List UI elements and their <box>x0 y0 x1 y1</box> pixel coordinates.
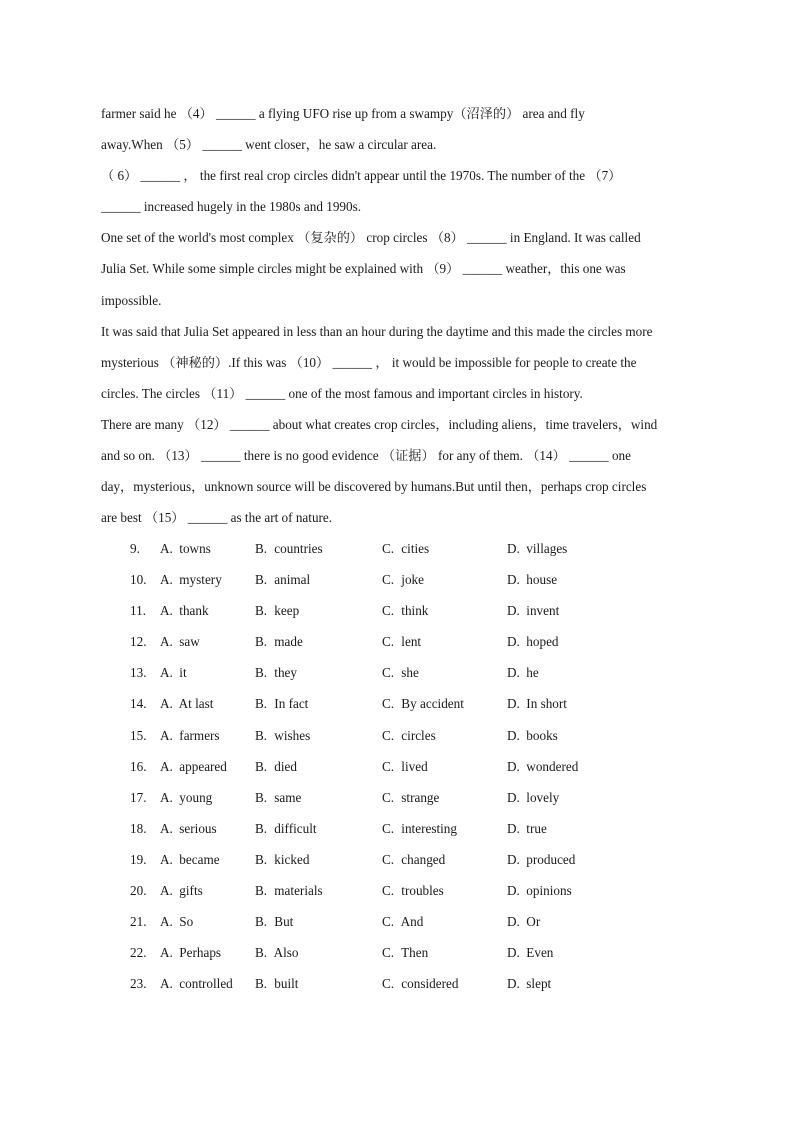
option-text: farmers <box>179 727 220 743</box>
question-number: 12. <box>130 634 147 650</box>
option-text: animal <box>274 572 311 588</box>
option-a <box>160 906 193 937</box>
option-letter: B. <box>255 976 268 992</box>
option-c <box>382 688 464 719</box>
option-letter: A. <box>160 914 173 930</box>
passage-line: farmer said he （4） ______ a flying UFO rise up from a swampy（沼泽的） area and fly <box>101 106 585 121</box>
option-text: But <box>274 914 294 930</box>
option-a <box>160 968 233 999</box>
option-d <box>507 626 559 657</box>
question-row <box>130 533 690 564</box>
option-letter: D. <box>507 572 520 588</box>
passage-line: away.When （5） ______ went closer，he saw a circular area. <box>101 137 437 153</box>
option-text: interesting <box>401 820 457 836</box>
question-number: 15. <box>130 727 147 743</box>
option-text: think <box>401 603 429 619</box>
option-text: strange <box>401 789 440 805</box>
option-b <box>255 720 310 751</box>
question-row <box>130 564 690 595</box>
passage-line: There are many （12） ______ about what creates crop circles，including aliens，time travelers，wind <box>101 416 658 432</box>
question-number: 9. <box>130 541 140 556</box>
option-d <box>507 937 553 968</box>
option-c <box>382 720 436 751</box>
option-b <box>255 751 297 782</box>
option-text: In fact <box>274 696 309 712</box>
option-a <box>160 626 200 657</box>
option-d <box>507 595 559 626</box>
passage-line: impossible. <box>101 292 162 308</box>
option-letter: D. <box>507 634 520 650</box>
question-number: 18. <box>130 820 147 836</box>
option-letter: C. <box>382 789 395 805</box>
option-text: books <box>526 727 558 743</box>
passage-line: day，mysterious，unknown source will be discovered by humans.But until then，perhaps crop circles <box>101 479 647 495</box>
option-text: it <box>179 665 187 681</box>
option-text: invent <box>526 603 560 619</box>
option-letter: B. <box>255 727 268 743</box>
option-b <box>255 968 298 999</box>
option-letter: B. <box>255 914 268 930</box>
question-row <box>130 968 690 999</box>
option-text: Even <box>526 945 554 961</box>
option-text: built <box>274 976 299 992</box>
option-a <box>160 595 209 626</box>
option-letter: B. <box>255 789 268 805</box>
option-a <box>160 720 220 751</box>
option-d <box>507 875 572 906</box>
question-number: 23. <box>130 976 147 992</box>
option-letter: A. <box>160 572 173 588</box>
option-b <box>255 813 317 844</box>
passage-line: are best （15） ______ as the art of nature. <box>101 510 333 526</box>
option-text: keep <box>274 603 300 619</box>
option-c <box>382 626 421 657</box>
option-letter: A. <box>160 727 173 743</box>
option-d <box>507 688 567 719</box>
option-letter: A. <box>160 696 173 712</box>
option-text: young <box>179 789 213 805</box>
option-text: serious <box>179 820 217 836</box>
option-b <box>255 937 299 968</box>
option-b <box>255 875 323 906</box>
question-number: 11. <box>130 603 146 619</box>
option-text: she <box>401 665 419 681</box>
option-text: controlled <box>179 976 233 992</box>
option-letter: D. <box>507 789 520 805</box>
option-b <box>255 533 323 564</box>
option-c <box>382 844 445 875</box>
question-number: 17. <box>130 789 147 805</box>
cloze-passage <box>101 98 701 533</box>
option-text: became <box>179 851 220 867</box>
option-text: kicked <box>274 851 310 867</box>
option-letter: A. <box>160 820 173 836</box>
question-number: 13. <box>130 665 147 681</box>
question-row <box>130 844 690 875</box>
option-letter: C. <box>382 976 395 992</box>
question-number: 16. <box>130 758 147 774</box>
option-text: Also <box>273 945 299 961</box>
option-b <box>255 906 293 937</box>
option-letter: C. <box>382 758 395 774</box>
option-d <box>507 906 540 937</box>
option-text: saw <box>179 634 200 650</box>
option-b <box>255 564 310 595</box>
option-d <box>507 813 547 844</box>
option-letter: D. <box>507 976 520 992</box>
answer-options-list <box>130 533 690 999</box>
option-text: circles <box>401 727 436 743</box>
option-letter: B. <box>255 665 268 681</box>
passage-line: circles. The circles （11） ______ one of the most famous and important circles in history. <box>101 385 583 401</box>
option-letter: A. <box>160 541 173 556</box>
option-text: considered <box>401 976 459 992</box>
option-letter: B. <box>255 945 268 961</box>
option-letter: D. <box>507 820 520 836</box>
option-text: And <box>400 914 424 930</box>
option-text: he <box>526 665 539 681</box>
option-letter: C. <box>382 541 395 556</box>
question-row <box>130 751 690 782</box>
option-text: produced <box>526 851 576 867</box>
question-number: 10. <box>130 572 147 588</box>
option-letter: C. <box>382 727 395 743</box>
option-letter: A. <box>160 945 173 961</box>
option-a <box>160 657 187 688</box>
option-letter: C. <box>382 883 395 899</box>
option-text: made <box>274 634 303 650</box>
option-letter: A. <box>160 851 173 867</box>
passage-line: ______ increased hugely in the 1980s and 1990s. <box>101 199 362 215</box>
option-a <box>160 937 221 968</box>
option-letter: B. <box>255 541 268 556</box>
option-text: wishes <box>274 727 311 743</box>
option-a <box>160 813 217 844</box>
option-letter: B. <box>255 883 268 899</box>
option-text: changed <box>401 851 446 867</box>
option-letter: D. <box>507 883 520 899</box>
option-text: joke <box>401 572 425 588</box>
option-letter: D. <box>507 945 520 961</box>
question-row <box>130 875 690 906</box>
option-text: countries <box>274 541 323 556</box>
option-letter: A. <box>160 634 173 650</box>
passage-line: One set of the world's most complex （复杂的） crop circles （8） ______ in England. It was called <box>101 230 641 246</box>
option-letter: B. <box>255 820 268 836</box>
option-text: house <box>526 572 558 588</box>
passage-line: and so on. （13） ______ there is no good evidence （证据） for any of them. （14） ______ one <box>101 448 631 464</box>
option-b <box>255 626 303 657</box>
option-d <box>507 844 575 875</box>
option-letter: C. <box>382 914 395 930</box>
option-c <box>382 564 424 595</box>
option-text: towns <box>179 541 211 556</box>
passage-line: （ 6） ______ ， the first real crop circles didn't appear until the 1970s. The number of the （7） <box>101 168 622 184</box>
option-b <box>255 782 301 813</box>
option-letter: D. <box>507 914 520 930</box>
option-a <box>160 875 203 906</box>
option-b <box>255 595 299 626</box>
option-c <box>382 595 428 626</box>
option-text: appeared <box>179 758 227 774</box>
option-letter: D. <box>507 541 520 556</box>
option-letter: D. <box>507 696 520 712</box>
option-text: mystery <box>179 572 222 588</box>
option-letter: A. <box>160 603 173 619</box>
option-c <box>382 968 458 999</box>
option-letter: C. <box>382 603 395 619</box>
question-row <box>130 657 690 688</box>
option-letter: C. <box>382 572 395 588</box>
option-text: villages <box>526 541 568 556</box>
option-letter: D. <box>507 851 520 867</box>
option-d <box>507 720 558 751</box>
question-row <box>130 595 690 626</box>
option-text: opinions <box>526 883 572 899</box>
option-letter: A. <box>160 883 173 899</box>
option-text: troubles <box>401 883 444 899</box>
option-letter: C. <box>382 696 395 712</box>
option-text: thank <box>179 603 209 619</box>
question-number: 22. <box>130 945 147 961</box>
option-c <box>382 751 428 782</box>
question-row <box>130 813 690 844</box>
option-d <box>507 657 539 688</box>
option-letter: B. <box>255 634 268 650</box>
option-text: So <box>179 914 194 930</box>
option-d <box>507 968 551 999</box>
question-number: 19. <box>130 851 147 867</box>
option-letter: A. <box>160 789 173 805</box>
option-letter: A. <box>160 758 173 774</box>
option-letter: B. <box>255 758 268 774</box>
question-number: 21. <box>130 914 147 930</box>
option-d <box>507 751 578 782</box>
option-letter: C. <box>382 665 395 681</box>
option-letter: B. <box>255 696 268 712</box>
option-text: In short <box>526 696 567 712</box>
question-row <box>130 720 690 751</box>
option-text: died <box>274 758 298 774</box>
option-a <box>160 751 227 782</box>
option-text: lovely <box>526 789 560 805</box>
option-c <box>382 906 423 937</box>
option-text: they <box>274 665 298 681</box>
option-text: By accident <box>401 696 464 712</box>
option-c <box>382 782 439 813</box>
option-d <box>507 782 559 813</box>
option-letter: D. <box>507 727 520 743</box>
option-text: gifts <box>179 883 203 899</box>
option-c <box>382 813 457 844</box>
option-a <box>160 688 213 719</box>
question-row <box>130 937 690 968</box>
option-text: true <box>526 820 547 836</box>
option-text: cities <box>401 541 430 556</box>
option-text: Then <box>401 945 429 961</box>
option-d <box>507 533 567 564</box>
option-text: wondered <box>526 758 579 774</box>
passage-line: It was said that Julia Set appeared in less than an hour during the daytime and this made the circles more <box>101 323 653 339</box>
option-letter: B. <box>255 851 268 867</box>
option-letter: A. <box>160 976 173 992</box>
question-row <box>130 688 690 719</box>
option-letter: D. <box>507 603 520 619</box>
option-text: slept <box>526 976 552 992</box>
option-letter: D. <box>507 758 520 774</box>
option-text: lived <box>401 758 428 774</box>
option-b <box>255 657 297 688</box>
option-d <box>507 564 557 595</box>
question-row <box>130 906 690 937</box>
option-a <box>160 533 211 564</box>
option-a <box>160 564 222 595</box>
option-text: At last <box>178 696 214 712</box>
option-letter: C. <box>382 851 395 867</box>
option-letter: C. <box>382 820 395 836</box>
passage-line: mysterious （神秘的）.If this was （10） ______ ， it would be impossible for people to create the <box>101 354 637 370</box>
option-text: lent <box>401 634 422 650</box>
option-letter: C. <box>382 634 395 650</box>
option-a <box>160 782 212 813</box>
passage-line: Julia Set. While some simple circles might be explained with （9） ______ weather，this one was <box>101 261 626 277</box>
option-b <box>255 688 308 719</box>
option-letter: B. <box>255 572 268 588</box>
question-row <box>130 782 690 813</box>
question-number: 20. <box>130 883 147 899</box>
option-a <box>160 844 220 875</box>
option-text: same <box>274 789 302 805</box>
option-text: hoped <box>526 634 559 650</box>
option-text: materials <box>274 883 323 899</box>
option-letter: A. <box>160 665 173 681</box>
option-b <box>255 844 309 875</box>
option-c <box>382 533 429 564</box>
question-number: 14. <box>130 696 147 712</box>
option-letter: C. <box>382 945 395 961</box>
option-c <box>382 875 444 906</box>
question-row <box>130 626 690 657</box>
option-text: Perhaps <box>179 945 222 961</box>
option-letter: D. <box>507 665 520 681</box>
option-text: difficult <box>274 820 317 836</box>
option-c <box>382 937 428 968</box>
option-text: Or <box>526 914 541 930</box>
option-letter: B. <box>255 603 268 619</box>
option-c <box>382 657 419 688</box>
